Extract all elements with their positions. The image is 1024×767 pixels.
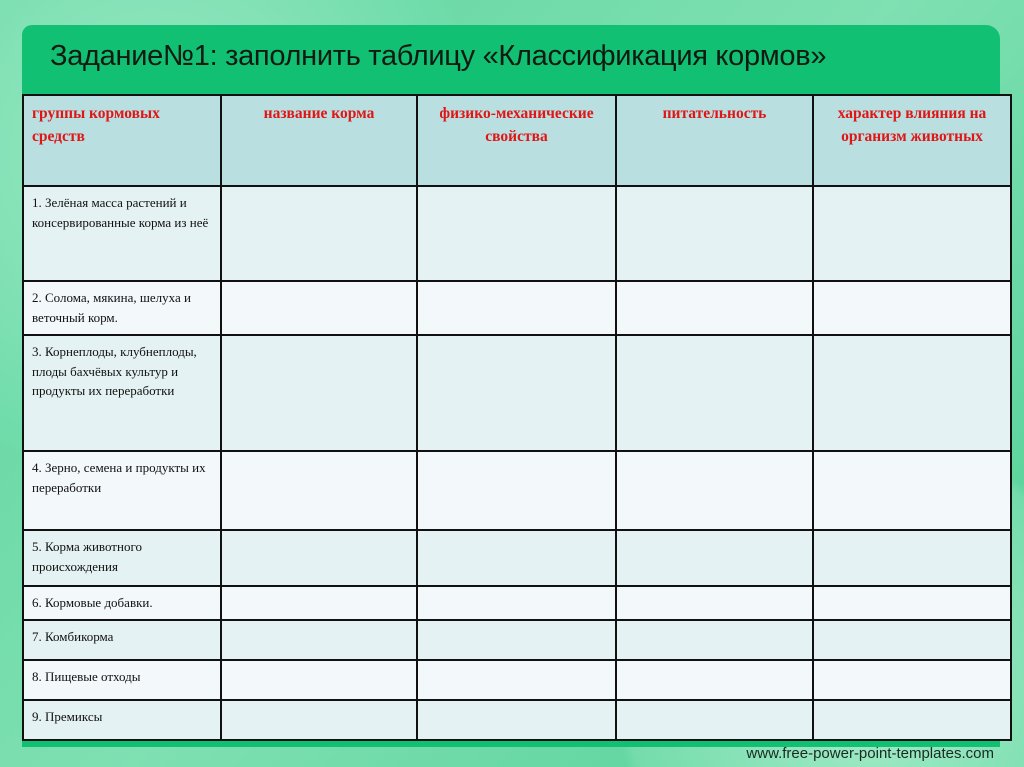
feed-classification-table	[22, 94, 1012, 741]
empty-cell[interactable]	[417, 620, 616, 660]
empty-cell[interactable]	[221, 530, 417, 586]
empty-cell[interactable]	[813, 186, 1011, 281]
feed-group-cell: 4. Зерно, семена и продукты их переработки	[23, 451, 221, 530]
empty-cell[interactable]	[221, 281, 417, 335]
table-row	[23, 186, 1011, 281]
empty-cell[interactable]	[417, 281, 616, 335]
empty-cell[interactable]	[813, 335, 1011, 451]
table-row	[23, 620, 1011, 660]
empty-cell[interactable]	[417, 700, 616, 740]
empty-cell[interactable]	[221, 186, 417, 281]
table-row	[23, 335, 1011, 451]
empty-cell[interactable]	[221, 335, 417, 451]
header-feed-name: название корма	[221, 95, 417, 186]
empty-cell[interactable]	[616, 281, 813, 335]
feed-group-cell: 1. Зелёная масса растений и консервированные корма из неё	[23, 186, 221, 281]
empty-cell[interactable]	[616, 620, 813, 660]
empty-cell[interactable]	[417, 451, 616, 530]
feed-group-cell: 3. Корнеплоды, клубнеплоды, плоды бахчёвых культур и продукты их переработки	[23, 335, 221, 451]
empty-cell[interactable]	[417, 530, 616, 586]
empty-cell[interactable]	[616, 451, 813, 530]
empty-cell[interactable]	[813, 451, 1011, 530]
feed-group-cell: 5. Корма животного происхождения	[23, 530, 221, 586]
empty-cell[interactable]	[417, 186, 616, 281]
empty-cell[interactable]	[417, 586, 616, 620]
table-row	[23, 530, 1011, 586]
empty-cell[interactable]	[221, 620, 417, 660]
feed-group-cell: 9. Премиксы	[23, 700, 221, 740]
empty-cell[interactable]	[616, 700, 813, 740]
feed-group-cell: 2. Солома, мякина, шелуха и веточный корм.	[23, 281, 221, 335]
empty-cell[interactable]	[813, 620, 1011, 660]
empty-cell[interactable]	[813, 660, 1011, 700]
table-row	[23, 281, 1011, 335]
empty-cell[interactable]	[221, 700, 417, 740]
table-row	[23, 660, 1011, 700]
header-feed-groups: группы кормовых средств	[23, 95, 221, 186]
empty-cell[interactable]	[221, 451, 417, 530]
table-row	[23, 451, 1011, 530]
empty-cell[interactable]	[813, 586, 1011, 620]
feed-group-cell: 7. Комбикорма	[23, 620, 221, 660]
empty-cell[interactable]	[813, 281, 1011, 335]
empty-cell[interactable]	[616, 335, 813, 451]
feed-group-cell: 8. Пищевые отходы	[23, 660, 221, 700]
empty-cell[interactable]	[221, 586, 417, 620]
table-row	[23, 700, 1011, 740]
feed-group-cell: 6. Кормовые добавки.	[23, 586, 221, 620]
empty-cell[interactable]	[417, 335, 616, 451]
header-physical-properties: физико-механические свойства	[417, 95, 616, 186]
empty-cell[interactable]	[616, 530, 813, 586]
table-row	[23, 586, 1011, 620]
empty-cell[interactable]	[417, 660, 616, 700]
empty-cell[interactable]	[813, 530, 1011, 586]
header-nutrition: питательность	[616, 95, 813, 186]
empty-cell[interactable]	[616, 186, 813, 281]
empty-cell[interactable]	[616, 586, 813, 620]
slide-title: Задание№1: заполнить таблицу «Классификация кормов»	[50, 40, 827, 72]
header-effect: характер влияния на организм животных	[813, 95, 1011, 186]
empty-cell[interactable]	[813, 700, 1011, 740]
footer-url: www.free-power-point-templates.com	[746, 745, 994, 762]
empty-cell[interactable]	[616, 660, 813, 700]
empty-cell[interactable]	[221, 660, 417, 700]
